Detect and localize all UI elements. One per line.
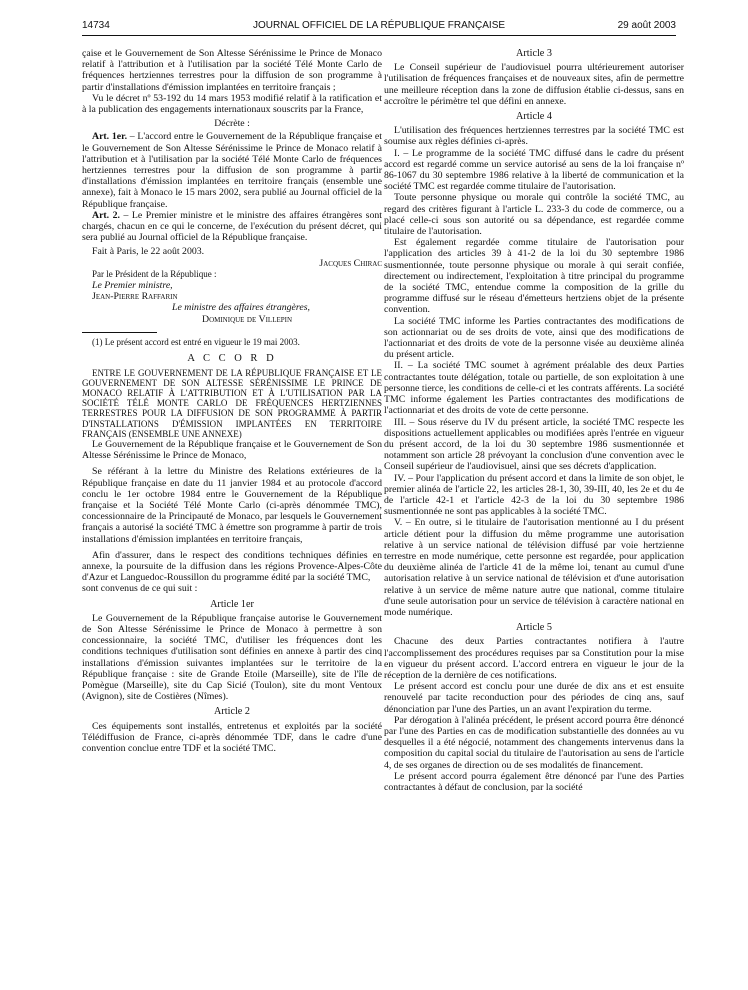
preamble-4: sont convenus de ce qui suit : bbox=[82, 583, 198, 595]
premier-ministre-name: Jean-Pierre Raffarin bbox=[92, 291, 178, 303]
page-number: 14734 bbox=[82, 20, 110, 31]
left-column bbox=[82, 48, 382, 754]
footnote-rule bbox=[82, 332, 157, 333]
article-3-body: Le Conseil supérieur de l'audiovisuel pourra ultérieurement autoriser l'utilisation de fréquences françaises et de nouveaux sites, afin de permettre une meilleure réception dans la zone de diffusion établie ci-dessus, sans en accroître le périmètre tel que défini en annexe. bbox=[384, 62, 684, 107]
header-rule bbox=[82, 35, 676, 36]
article-1-text: – L'accord entre le Gouvernement de la République française et le Gouvernement de Son Altesse Sérénissime le Prince de Monaco relatif à l'attribution et à l'utilisation par la société Télé Monte Carlo de fréquences hertziennes terrestres pour la diffusion de son programme à partir d'installations d'émission implantées en territoire français (ensemble une annexe), fait à Monaco le 15 mars 2002, sera publié au Journal officiel de la République française. bbox=[82, 131, 382, 210]
article-5-para-1: Chacune des deux Parties contractantes notifiera à l'autre l'accomplissement des procédures requises par sa Constitution pour la mise en vigueur du présent accord. L'accord entrera en vigueur le jour de la réception de la dernière de ces notifications. bbox=[384, 636, 684, 681]
preamble-2: Se référant à la lettre du Ministre des Relations extérieures de la République française en date du 11 janvier 1984 et au protocole d'accord conclu le 1er octobre 1984 entre le Gouvernement de la République française et la Société Télé Monte Carlo (ci-après dénommée TMC), concessionnaire de la Principauté de Monaco, par lesquels le Gouvernement français a autorisé la société TMC à émettre son programme à partir de trois installations d'émission implantées en territoire français, bbox=[82, 466, 382, 545]
article-3-heading: Article 3 bbox=[516, 48, 552, 59]
article-4-para-5: La société TMC informe les Parties contractantes des modifications de son actionnariat ou de ses droits de vote, ainsi que des modifications de l'actionnariat et des droits de vote de la personne visée au deuxième alinéa du présent article. bbox=[384, 315, 684, 361]
right-column bbox=[384, 48, 684, 793]
article-1-heading: Article 1er bbox=[210, 598, 254, 610]
article-5-para-3: Par dérogation à l'alinéa précédent, le présent accord pourra être dénoncé par l'une des Parties en cas de modification substantielle des données au vu desquelles il a été négocié, notamment des changements intervenus dans la composition du capital social du titulaire de l'autorisation au sens de l'article 4, de ses organes de direction ou de ses modalités de financement. bbox=[384, 714, 684, 771]
article-2-label: Art. 2. bbox=[92, 209, 120, 221]
article-2-heading: Article 2 bbox=[214, 706, 250, 718]
journal-title: JOURNAL OFFICIEL DE LA RÉPUBLIQUE FRANÇAISE bbox=[252, 20, 506, 31]
par-le-president: Par le Président de la République : bbox=[92, 268, 217, 279]
accord-subtitle: ENTRE LE GOUVERNEMENT DE LA RÉPUBLIQUE FRANÇAISE ET LE GOUVERNEMENT DE SON ALTESSE SÉRÉNISSIME LE PRINCE DE MONACO RELATIF À L'ATTRIBUTION ET À L'UTILISATION PAR LA SOCIÉTÉ TÉLÉ MONTE CARLO DE FRÉQUENCES HERTZIENNES TERRESTRES POUR LA DIFFUSION DE SON PROGRAMME À PARTIR D'INSTALLATIONS D'ÉMISSION IMPLANTÉES EN TERRITOIRE FRANÇAIS (ENSEMBLE UNE ANNEXE) bbox=[82, 367, 382, 439]
decree-decrete: Décrète : bbox=[214, 118, 250, 130]
accord-title: A C C O R D bbox=[187, 353, 277, 365]
footnote: (1) Le présent accord est entré en vigueur le 19 mai 2003. bbox=[92, 336, 300, 347]
article-4-para-3: Toute personne physique ou morale qui contrôle la société TMC, au regard des critères figurant à l'article L. 233-3 du code de commerce, ou a placé celle-ci sous son autorité ou sa dépendance, est regardée comme titulaire de l'autorisation. bbox=[384, 192, 684, 238]
article-1-body: Le Gouvernement de la République française autorise le Gouvernement de Son Altesse Sérénissime le Prince de Monaco à permettre à son concessionnaire, la société TMC, d'utiliser les fréquences dont les conditions techniques d'utilisation sont définies en annexe à partir des cinq installations d'émission suivantes implantées sur le territoire de la République française : site de Grande Etoile (Marseille), site de l'île de Pomègue (Marseille), site du Cap Sicié (Toulon), site du mont Ventoux (Avignon), site de Costières (Nîmes). bbox=[82, 612, 382, 703]
decree-intro: çaise et le Gouvernement de Son Altesse Sérénissime le Prince de Monaco relatif à l'attribution et à l'utilisation par la société Télé Monte Carlo de fréquences hertziennes terrestres pour la diffusion de son programme à partir d'installations d'émission implantées en territoire français ; bbox=[82, 48, 382, 93]
decree-place-date: Fait à Paris, le 22 août 2003. bbox=[92, 246, 205, 258]
signature-president: Jacques Chirac bbox=[319, 257, 382, 269]
page-header bbox=[82, 20, 676, 36]
preamble-3: Afin d'assurer, dans le respect des conditions techniques définies en annexe, la poursuite de la diffusion dans les régions Provence-Alpes-Côte d'Azur et Languedoc-Roussillon du programme édité par la société TMC, bbox=[82, 549, 382, 584]
article-4-para-7: III. – Sous réserve du IV du présent article, la société TMC respecte les dispositions actuellement applicables ou modifiées après l'entrée en vigueur du présent accord, de la loi du 30 septembre 1986 susmentionnée et notamment son article 28 prévoyant la conclusion d'une convention avec le Conseil supérieur de l'audiovisuel, ainsi que ses décrets d'application. bbox=[384, 416, 684, 473]
article-4-para-1: L'utilisation des fréquences hertziennes terrestres par la société TMC est soumise aux règles définies ci-après. bbox=[384, 125, 684, 148]
article-4-heading: Article 4 bbox=[516, 111, 552, 123]
article-2-body: Ces équipements sont installés, entretenus et exploités par la société Télédiffusion de France, ci-après dénommée TDF, dans le cadre d'une convention conclue entre TDF et la société TMC. bbox=[82, 720, 382, 755]
ministre-title: Le ministre des affaires étrangères, bbox=[172, 302, 310, 314]
preamble-1: Le Gouvernement de la République française et le Gouvernement de Son Altesse Sérénissime le Prince de Monaco, bbox=[82, 439, 382, 462]
issue-date: 29 août 2003 bbox=[617, 20, 676, 31]
article-4-para-9: V. – En outre, si le titulaire de l'autorisation mentionné au I du présent article détient pour la diffusion du même programme une autorisation relative à un service national de télévision diffusé par voie hertzienne terrestre en mode numérique, cette personne est regardée, pour application du deuxième alinéa de l'article 41 de la même loi, tenant au cumul d'une autorisation relative à un service national de télévision et d'une autorisation relative à un service de même nature autre que national, comme titulaire d'une seule autorisation pour un service de télévision à caractère national en mode numérique. bbox=[384, 517, 684, 618]
article-4-para-6: II. – La société TMC soumet à agrément préalable des deux Parties contractantes toute délégation, totale ou partielle, de son exploitation à une personne tierce, les conditions de celle-ci et les contrats afférents. La société TMC informe également les Parties contractantes des modifications de l'actionnariat et des droits de vote de cette personne. bbox=[384, 360, 684, 417]
premier-ministre-title: Le Premier ministre, bbox=[92, 280, 173, 292]
article-4-para-4: Est également regardée comme titulaire de l'autorisation pour l'application des articles 39 à 41-2 de la loi du 30 septembre 1986 susmentionnée, toute personne physique ou morale à qui serait confiée, directement ou indirectement, l'exploitation à titre principal du programme de la société TMC, entendue comme la composition de la grille du programme diffusé sur le réseau d'émetteurs hertziens objet de la présente convention. bbox=[384, 237, 684, 316]
article-5-para-4: Le présent accord pourra également être dénoncé par l'une des Parties contractantes à défaut de conclusion, par la société bbox=[384, 770, 684, 793]
decree-article-1 bbox=[82, 131, 382, 209]
ministre-name: Dominique de Villepin bbox=[202, 313, 293, 325]
article-4-para-8: IV. – Pour l'application du présent accord et dans la limite de son objet, le premier alinéa de l'article 22, les articles 28-1, 30, 39-III, 40, les 2e et du 4e de l'article 42-1 et l'article 42-3 de la loi du 30 septembre 1986 susmentionnée ne sont pas applicables à la société TMC. bbox=[384, 472, 684, 518]
article-2-text: – Le Premier ministre et le ministre des affaires étrangères sont chargés, chacun en ce qui le concerne, de l'exécution du présent décret, qui sera publié au Journal officiel de la République française. bbox=[82, 209, 383, 244]
decree-vu: Vu le décret nº 53-192 du 14 mars 1953 modifié relatif à la ratification et à la publication des engagements internationaux souscrits par la France, bbox=[82, 92, 382, 116]
article-5-heading: Article 5 bbox=[516, 622, 552, 634]
decree-article-2 bbox=[82, 210, 382, 244]
article-5-para-2: Le présent accord est conclu pour une durée de dix ans et est ensuite renouvelé par tacite reconduction pour des périodes de cinq ans, sauf dénonciation par l'une des Parties, un an avant l'expiration du terme. bbox=[384, 681, 684, 715]
article-4-para-2: I. – Le programme de la société TMC diffusé dans le cadre du présent accord est regardé comme un service autorisé au sens de la loi française nº 86-1067 du 30 septembre 1986 relative à la liberté de communication et la société TMC est regardée comme titulaire de l'autorisation. bbox=[384, 147, 684, 193]
article-1-label: Art. 1er. bbox=[92, 131, 128, 143]
